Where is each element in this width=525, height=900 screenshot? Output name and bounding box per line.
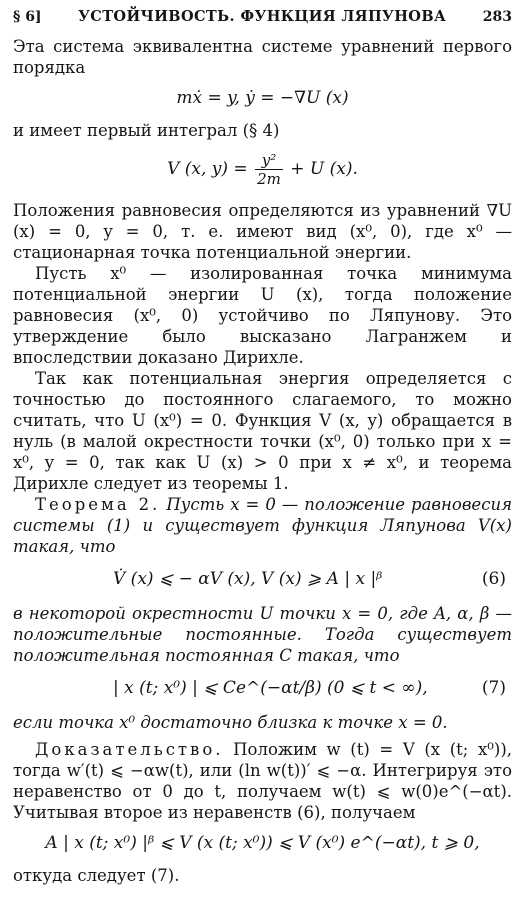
equation-energy-lhs: V (x, y) = [167,159,248,179]
running-title: УСТОЙЧИВОСТЬ. ФУНКЦИЯ ЛЯПУНОВА [78,8,447,25]
equation-energy-rhs: + U (x). [290,159,358,179]
paragraph-first-integral: и имеет первый интеграл (§ 4) [13,121,280,140]
paragraph-theorem-condition: если точка x⁰ достаточно близка к точке x = 0. [13,713,448,732]
paragraph-lagrange-dirichlet: Пусть x⁰ — изолированная точка минимума потенциальной энергии U (x), тогда положение равновесия (x⁰, 0) устойчиво по Ляпунову. Это утверждение было высказано Лагранжем и впоследствии доказано Дирихле. [13,264,512,367]
equation-7-body: | x (t; x⁰) | ⩽ Ce^(−αt/β) (0 ⩽ t < ∞), [113,678,428,698]
equation-6-number: (6) [481,569,506,589]
paragraph-equilibrium: Положения равновесия определяются из уравнений ∇U (x) = 0, y = 0, т. е. имеют вид (x⁰, 0), где x⁰ — стационарная точка потенциальной энергии. [13,201,512,262]
theorem-heading: Теорема 2. [35,495,161,514]
equation-energy [13,151,512,188]
page-number: 283 [482,9,512,25]
theorem-statement: Пусть x = 0 — положение равновесия системы (1) и существует функция Ляпунова V(x) такая, что [13,495,512,556]
proof [13,739,512,823]
equation-7-number: (7) [481,678,506,698]
theorem-2 [13,494,512,557]
fraction-numerator: y² [255,151,283,170]
equation-6 [113,569,506,589]
equation-7 [113,678,506,698]
paragraph-theorem-continued: в некоторой окрестности U точки x = 0, где A, α, β — положительные постоянные. Тогда существует положительная постоянная C такая, что [13,604,512,665]
paragraph-potential-energy: Так как потенциальная энергия определяется с точностью до постоянного слагаемого, то можно считать, что U (x⁰) = 0. Функция V (x, y) обращается в нуль (в малой окрестности точки (x⁰, 0) только при x = x⁰, y = 0, так как U (x) > 0 при x ≠ x⁰, и теорема Дирихле следует из теоремы 1. [13,369,512,493]
fraction-denominator: 2m [257,170,281,188]
equation-estimate: A | x (t; x⁰) |ᵝ ⩽ V (x (t; x⁰)) ⩽ V (x⁰) e^(−αt), t ⩾ 0, [45,833,480,853]
equation-6-body: V̇ (x) ⩽ − αV (x), V (x) ⩾ A | x |ᵝ [113,569,383,589]
running-header [13,8,512,36]
proof-heading: Доказательство. [35,740,224,759]
equation-first-order-system: mẋ = y, ẏ = −∇U (x) [176,88,349,108]
section-mark: § 6] [13,9,42,25]
paragraph-conclusion: откуда следует (7). [13,866,180,885]
paragraph-system: Эта система эквивалентна системе уравнений первого порядка [13,37,512,77]
proof-body: Положим w (t) = V (x (t; x⁰)), тогда w′(t) ⩽ −αw(t), или (ln w(t))′ ⩽ −α. Интегрируя это неравенство от 0 до t, получаем w(t) ⩽ w(0)e^(−αt). Учитывая второе из неравенств (6), получаем [13,740,512,822]
fraction [255,151,283,188]
